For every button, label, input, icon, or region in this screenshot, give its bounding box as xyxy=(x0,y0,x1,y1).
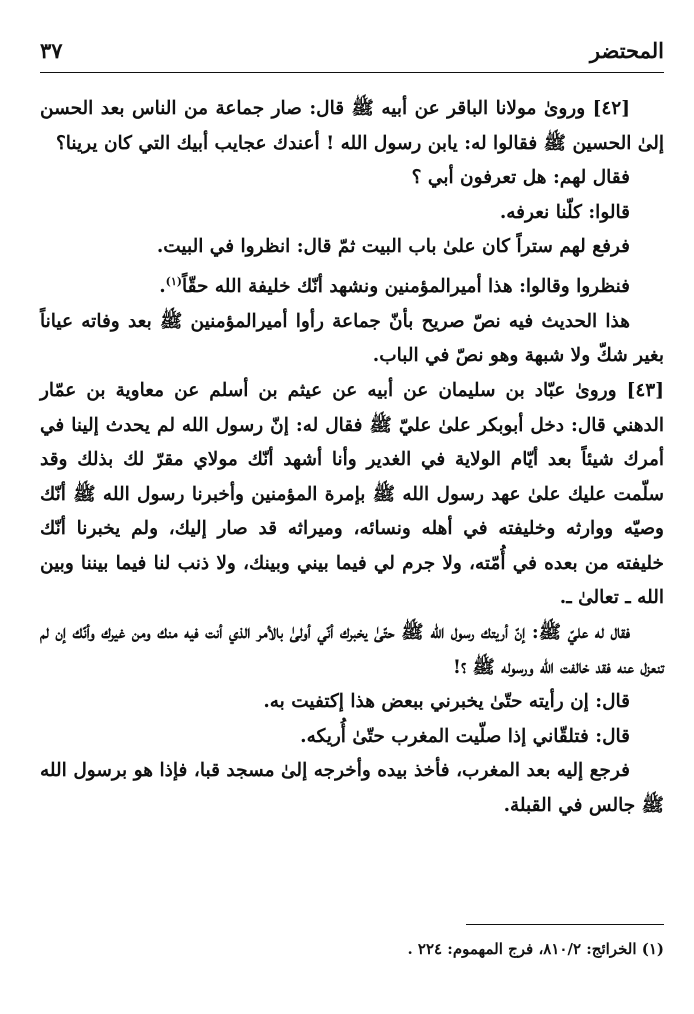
main-text xyxy=(40,92,664,824)
footnote: (١) الخرائج: ٨١٠/٢، فرج المهموم: ٢٢٤ . xyxy=(407,940,664,958)
paragraph-abubakr-reply: قال: إن رأيته حتّىٰ يخبرني ببعض هذا إكتفيت به. xyxy=(263,691,630,713)
paragraph-quba: فرجع إليه بعد المغرب، فأخذ بيده وأخرجه إلىٰ مسجد قبا، فإذا هو برسول الله ﷺ جالس في القبلة. xyxy=(40,760,664,817)
paragraph-question: فقال لهم: هل تعرفون أبي ؟ xyxy=(411,167,630,189)
paragraph-meeting: قال: فتلقّاني إذا صلّيت المغرب حتّىٰ أُريكه. xyxy=(300,725,630,747)
page-number: ٣٧ xyxy=(40,38,63,63)
paragraph-hadith-43: [٤٣] وروىٰ عبّاد بن سليمان عن أبيه عن عيثم بن أسلم عن معاوية بن عمّار الدهني قال: دخل أبوبكر علىٰ عليّ ﷺ فقال له: إنّ رسول الله لم يحدث إلينا في أمرك شيئاً بعد أيّام الولاية في الغدير وأنا أشهد أنّك مولاي مقرّ لك بذلك وقد سلّمت عليك علىٰ عهد رسول الله ﷺ بإمرة المؤمنين وأخبرنا رسول الله ﷺ أنّك وصيّه ووارثه وخليفته في أهله ونسائه، وميراثه قد صار إليك، ولم يخبرنا أنّك خليفته من بعده في أُمّته، ولا جرم لي فيما بيني وبينك، ولا ذنب لنا فيما بيننا وبين الله ـ تعالىٰ ـ. xyxy=(40,379,664,609)
header-divider xyxy=(40,72,664,73)
page-header xyxy=(40,38,664,66)
paragraph-hadith-42: [٤٢] ورویٰ مولانا الباقر عن أبيه ﷺ قال: صار جماعة من الناس بعد الحسن إلىٰ الحسين ﷺ فقالوا له: يابن رسول الله ! أعندك عجايب أبيك التي كان يرينا؟ xyxy=(40,98,664,154)
paragraph-answer: قالوا: كلّنا نعرفه. xyxy=(499,201,630,223)
paragraph-ali-reply: فقال له عليّ ﷺ: إنّ أريتك رسول الله ﷺ حتّىٰ يخبرك أنّي أولىٰ بالأمر الذي أنت فيه منك ومن غيرك وأنّك إن لم تنعزل عنه فقد خالفت الله ورسوله ﷺ ؟! xyxy=(40,622,664,678)
paragraph-testimony-text: فنظروا وقالوا: هذا أميرالمؤمنين ونشهد أنّك خليفة الله حقّاً xyxy=(182,276,630,298)
paragraph-commentary: هذا الحديث فيه نصّ صريح بأنّ جماعة رأوا أميرالمؤمنين ﷺ بعد وفاته عياناً بغير شكّ ولا شبهة وهو نصّ في الباب. xyxy=(40,310,664,367)
footnote-marker: (١) xyxy=(165,274,182,288)
paragraph-curtain: فرفع لهم ستراً كان علىٰ باب البيت ثمّ قال: انظروا في البيت. xyxy=(156,236,630,258)
footnote-divider xyxy=(466,924,664,925)
paragraph-testimony: فنظروا وقالوا: هذا أميرالمؤمنين ونشهد أنّك خليفة الله حقّاً$^{(١)}$. xyxy=(159,274,630,298)
running-title: المحتضر xyxy=(589,38,664,63)
